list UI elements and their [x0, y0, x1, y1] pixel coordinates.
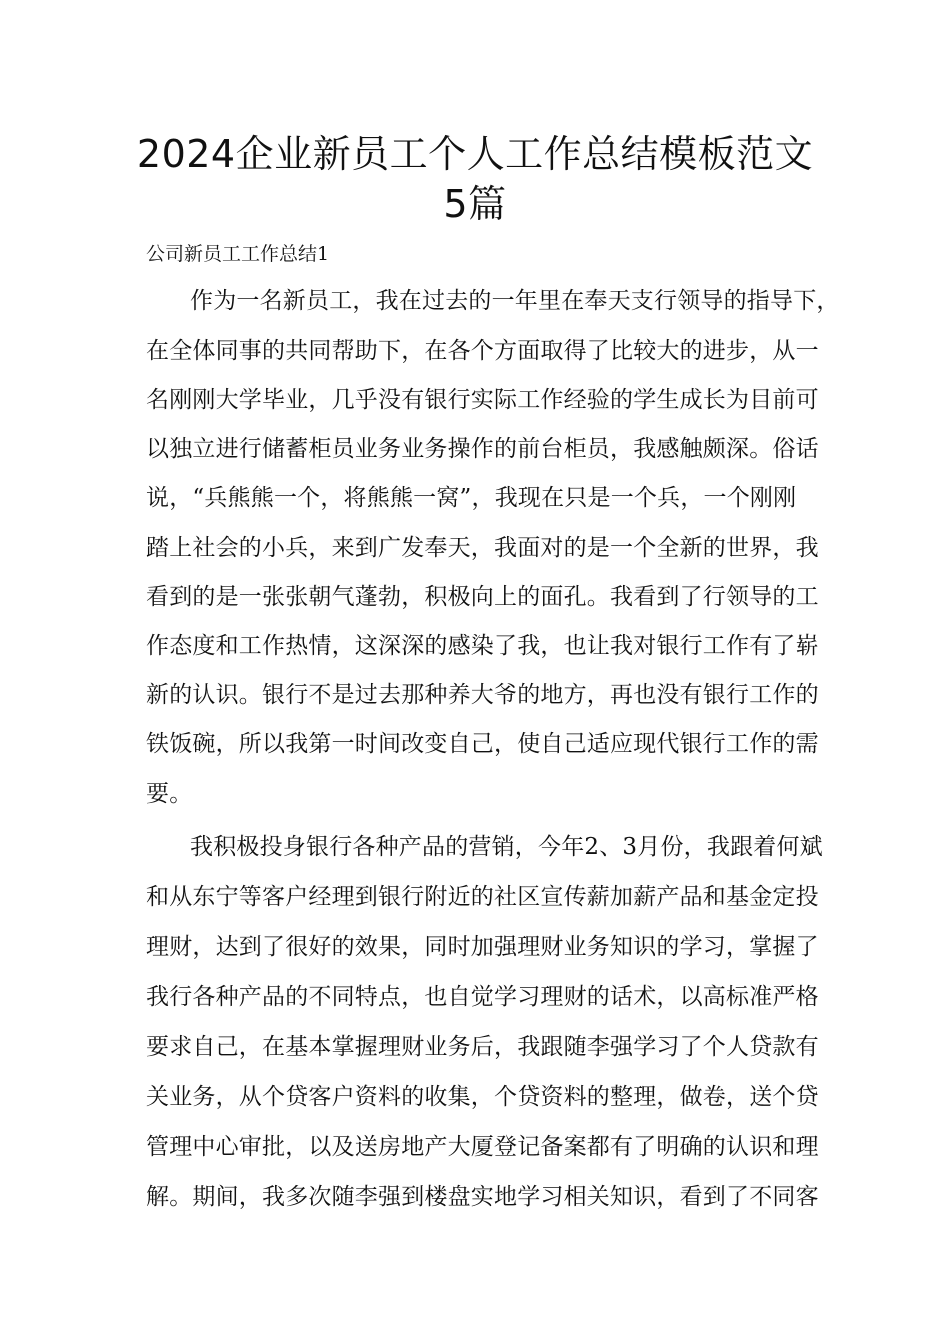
paragraph-line: 解。期间，我多次随李强到楼盘实地学习相关知识，看到了不同客	[146, 1184, 819, 1210]
document-title-line-1: 2024企业新员工个人工作总结模板范文	[136, 132, 814, 176]
paragraph-line: 在全体同事的共同帮助下，在各个方面取得了比较大的进步，从一	[146, 338, 819, 364]
paragraph-line: 要。	[146, 781, 193, 807]
paragraph-line: 我积极投身银行各种产品的营销，今年2、3月份，我跟着何斌	[190, 834, 823, 860]
paragraph-line: 作为一名新员工，我在过去的一年里在奉天支行领导的指导下，	[190, 288, 840, 314]
paragraph-line: 踏上社会的小兵，来到广发奉天，我面对的是一个全新的世界，我	[146, 535, 819, 561]
document-title-line-2: 5篇	[443, 182, 507, 226]
paragraph-line: 和从东宁等客户经理到银行附近的社区宣传薪加薪产品和基金定投	[146, 884, 819, 910]
paragraph-line: 新的认识。银行不是过去那种养大爷的地方，再也没有银行工作的	[146, 682, 819, 708]
paragraph-line: 作态度和工作热情，这深深的感染了我，也让我对银行工作有了崭	[146, 633, 819, 659]
paragraph-line: 以独立进行储蓄柜员业务业务操作的前台柜员，我感触颇深。俗话	[146, 436, 819, 462]
paragraph-line: 说，“兵熊熊一个，将熊熊一窝”，我现在只是一个兵，一个刚刚	[146, 485, 797, 511]
paragraph-line: 名刚刚大学毕业，几乎没有银行实际工作经验的学生成长为目前可	[146, 387, 819, 413]
paragraph-line: 管理中心审批，以及送房地产大厦登记备案都有了明确的认识和理	[146, 1134, 819, 1160]
section-heading: 公司新员工工作总结1	[146, 243, 330, 265]
paragraph-line: 铁饭碗，所以我第一时间改变自己，使自己适应现代银行工作的需	[146, 731, 819, 757]
paragraph-line: 理财，达到了很好的效果，同时加强理财业务知识的学习，掌握了	[146, 934, 819, 960]
paragraph-line: 关业务，从个贷客户资料的收集，个贷资料的整理，做卷，送个贷	[146, 1084, 819, 1110]
paragraph-line: 我行各种产品的不同特点，也自觉学习理财的话术，以高标准严格	[146, 984, 819, 1010]
paragraph-line: 看到的是一张张朝气蓬勃，积极向上的面孔。我看到了行领导的工	[146, 584, 819, 610]
paragraph-line: 要求自己，在基本掌握理财业务后，我跟随李强学习了个人贷款有	[146, 1034, 819, 1060]
